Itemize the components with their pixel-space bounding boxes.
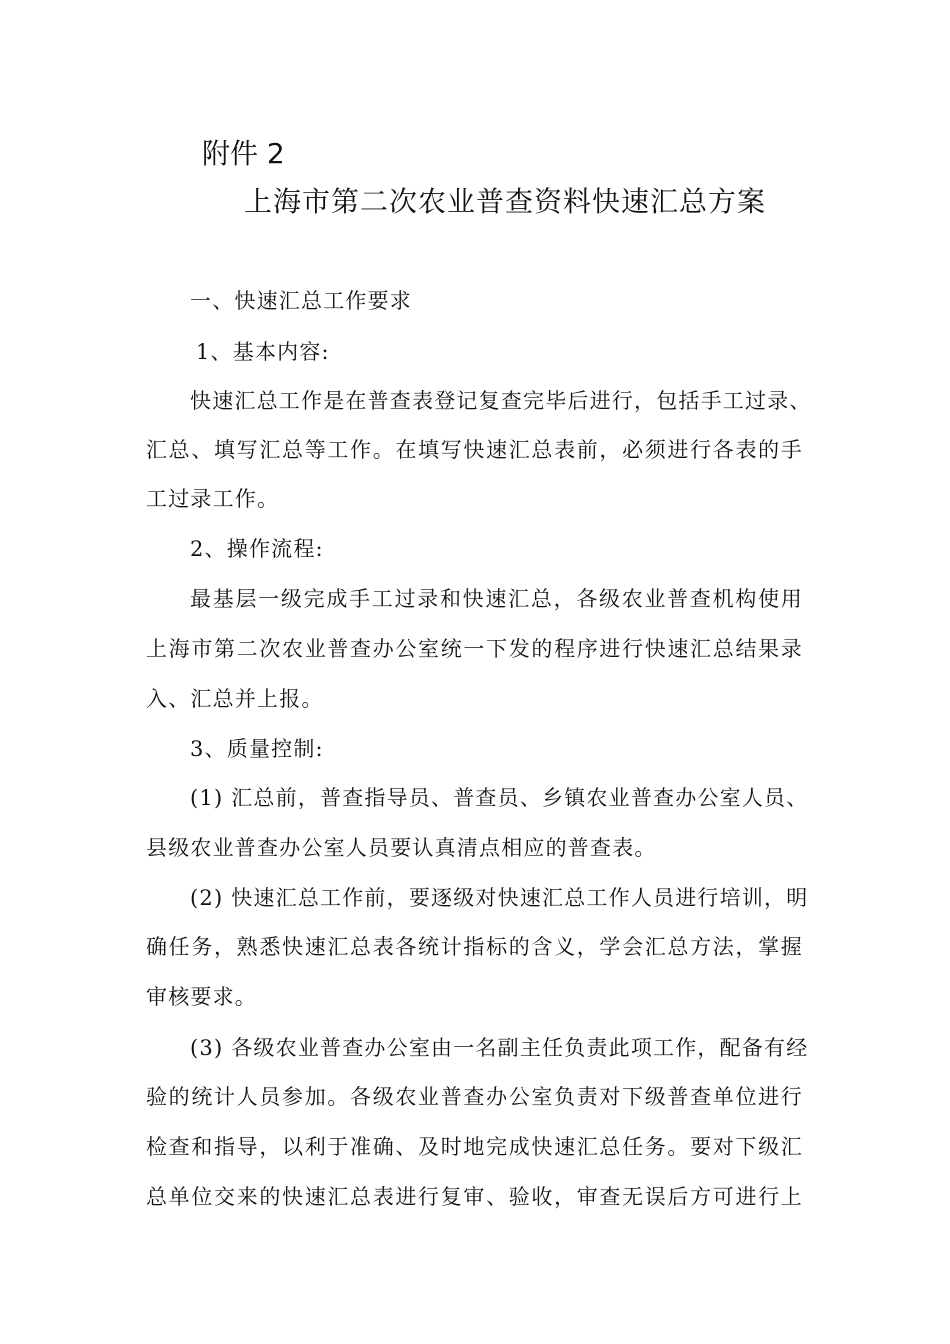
paragraph-line: 县级农业普查办公室人员要认真清点相应的普查表。 [146,836,657,860]
paragraph-line: 确任务，熟悉快速汇总表各统计指标的含义，学会汇总方法，掌握 [146,935,803,959]
document-title: 上海市第二次农业普查资料快速汇总方案 [244,185,767,218]
paragraph-line: 工过录工作。 [146,487,280,511]
section-heading: 一、快速汇总工作要求 [190,289,412,313]
paragraph-line: 快速汇总工作是在普查表登记复查完毕后进行，包括手工过录、 [190,389,812,413]
paragraph-line: 入、汇总并上报。 [146,687,324,711]
paragraph-line: (3) 各级农业普查办公室由一名副主任负责此项工作，配备有经 [190,1036,809,1060]
subsection-heading: 3、质量控制: [190,737,324,761]
paragraph-line: (2) 快速汇总工作前，要逐级对快速汇总工作人员进行培训，明 [190,886,809,910]
paragraph-line: 检查和指导，以利于准确、及时地完成快速汇总任务。要对下级汇 [146,1135,803,1159]
paragraph-line: 上海市第二次农业普查办公室统一下发的程序进行快速汇总结果录 [146,637,803,661]
subsection-heading: 2、操作流程: [190,537,324,561]
paragraph-line: 最基层一级完成手工过录和快速汇总，各级农业普查机构使用 [190,587,803,611]
paragraph-line: 审核要求。 [146,985,257,1009]
attachment-label: 附件 2 [202,137,285,170]
paragraph-line: (1) 汇总前，普查指导员、普查员、乡镇农业普查办公室人员、 [190,786,809,810]
paragraph-line: 总单位交来的快速汇总表进行复审、验收，审查无误后方可进行上 [146,1185,803,1209]
paragraph-line: 验的统计人员参加。各级农业普查办公室负责对下级普查单位进行 [146,1085,803,1109]
paragraph-line: 汇总、填写汇总等工作。在填写快速汇总表前，必须进行各表的手 [146,438,803,462]
subsection-heading: 1、基本内容: [196,340,330,364]
